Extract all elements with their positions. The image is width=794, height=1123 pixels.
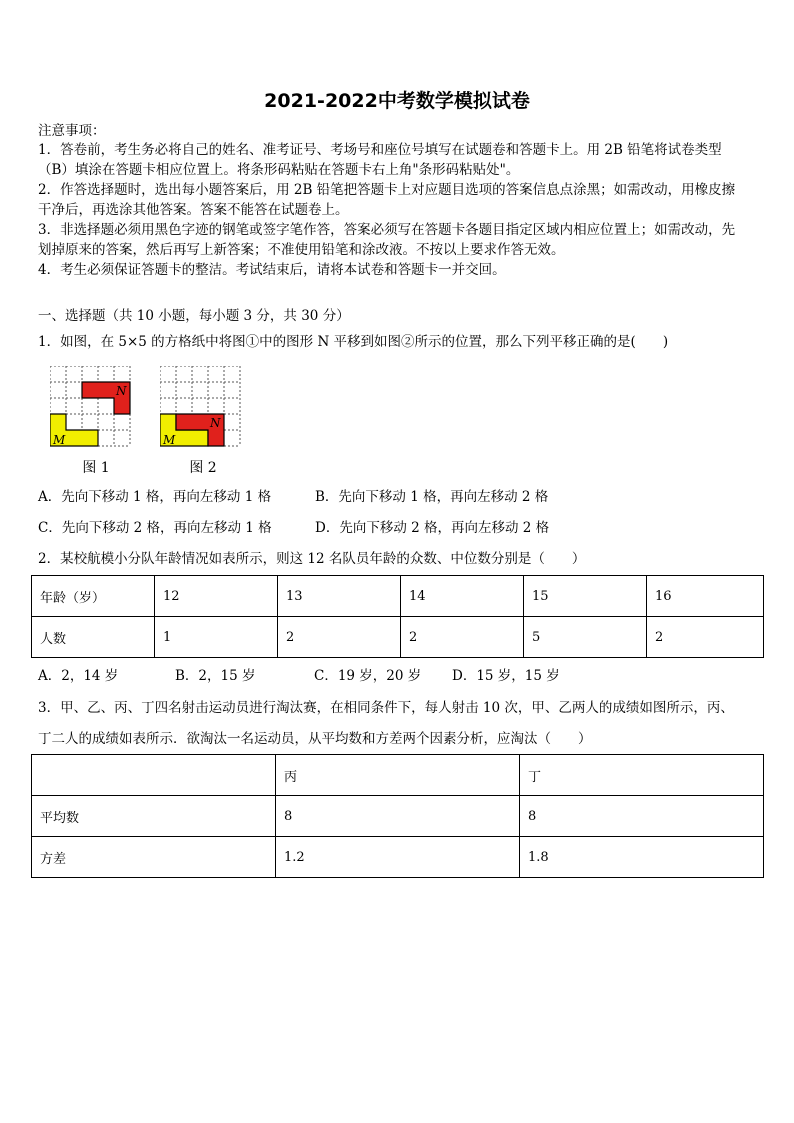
label-m: M <box>53 433 66 447</box>
notes-line: 干净后，再选涂其他答案。答案不能答在试题卷上。 <box>38 202 349 218</box>
table-row <box>32 576 764 617</box>
label-n: N <box>210 416 221 430</box>
notes-line: 2．作答选择题时，选出每小题答案后，用 2B 铅笔把答题卡上对应题目选项的答案信息点涂黑；如需改动，用橡皮擦 <box>38 182 736 198</box>
option-c[interactable]: C．先向下移动 2 格，再向左移动 1 格 <box>38 520 272 536</box>
notes-heading: 注意事项： <box>38 123 106 139</box>
table-cell: 1.2 <box>276 837 520 878</box>
table-cell: 平均数 <box>32 796 276 837</box>
table-cell: 2 <box>401 617 524 658</box>
table-cell: 8 <box>520 796 764 837</box>
exam-title: 2021-2022中考数学模拟试卷 <box>264 90 530 112</box>
table-cell: 丁 <box>520 755 764 796</box>
table-row <box>32 796 764 837</box>
notes-line: 划掉原来的答案，然后再写上新答案；不准使用铅笔和涂改液。不按以上要求作答无效。 <box>38 242 565 258</box>
figure-1-caption: 图 1 <box>82 460 110 476</box>
option-d[interactable]: D．15 岁，15 岁 <box>452 668 560 684</box>
question-3-stem-line-2: 丁二人的成绩如表所示．欲淘汰一名运动员，从平均数和方差两个因素分析，应淘汰（ ） <box>38 731 592 747</box>
option-a[interactable]: A．先向下移动 1 格，再向左移动 1 格 <box>38 489 272 505</box>
question-3-stem-line-1: 3．甲、乙、丙、丁四名射击运动员进行淘汰赛，在相同条件下，每人射击 10 次，甲、乙两人的成绩如图所示，丙、 <box>38 700 734 716</box>
table-cell: 丙 <box>276 755 520 796</box>
notes-block <box>38 140 735 280</box>
table-row <box>32 755 764 796</box>
table-cell: 16 <box>647 576 764 617</box>
option-b[interactable]: B．先向下移动 1 格，再向左移动 2 格 <box>315 489 549 505</box>
figure-2 <box>160 366 242 454</box>
table-cell: 1.8 <box>520 837 764 878</box>
table-cell: 5 <box>524 617 647 658</box>
notes-line: 3．非选择题必须用黑色字迹的钢笔或签字笔作答，答案必须写在答题卡各题目指定区域内相应位置上；如需改动，先 <box>38 222 736 238</box>
option-a[interactable]: A．2，14 岁 <box>38 668 119 684</box>
table-row <box>32 837 764 878</box>
notes-line: 4．考生必须保证答题卡的整洁。考试结束后，请将本试卷和答题卡一并交回。 <box>38 262 506 278</box>
figure-2-caption: 图 2 <box>189 460 217 476</box>
table-cell <box>32 755 276 796</box>
question-2-stem: 2．某校航模小分队年龄情况如表所示，则这 12 名队员年龄的众数、中位数分别是（ ） <box>38 551 586 567</box>
table-cell: 12 <box>155 576 278 617</box>
section-heading: 一、选择题（共 10 小题，每小题 3 分，共 30 分） <box>38 308 350 324</box>
option-d[interactable]: D．先向下移动 2 格，再向左移动 2 格 <box>315 520 550 536</box>
table-cell: 方差 <box>32 837 276 878</box>
table-cell: 14 <box>401 576 524 617</box>
option-b[interactable]: B．2，15 岁 <box>175 668 256 684</box>
table-cell: 年龄（岁） <box>32 576 155 617</box>
table-cell: 15 <box>524 576 647 617</box>
table-cell: 8 <box>276 796 520 837</box>
label-n: N <box>116 384 127 398</box>
table-cell: 2 <box>647 617 764 658</box>
table-row <box>32 617 764 658</box>
option-c[interactable]: C．19 岁，20 岁 <box>314 668 422 684</box>
figure-1 <box>50 366 132 454</box>
age-table <box>31 575 764 658</box>
table-cell: 13 <box>278 576 401 617</box>
question-1-stem: 1．如图，在 5×5 的方格纸中将图①中的图形 N 平移到如图②所示的位置，那么下列平移正确的是( ) <box>38 334 669 350</box>
table-cell: 人数 <box>32 617 155 658</box>
table-cell: 2 <box>278 617 401 658</box>
notes-line: （B）填涂在答题卡相应位置上。将条形码粘贴在答题卡右上角"条形码粘贴处"。 <box>38 162 520 178</box>
table-cell: 1 <box>155 617 278 658</box>
notes-line: 1．答卷前，考生务必将自己的姓名、准考证号、考场号和座位号填写在试题卷和答题卡上。用 2B 铅笔将试卷类型 <box>38 142 722 158</box>
score-table <box>31 754 764 878</box>
label-m: M <box>163 433 176 447</box>
